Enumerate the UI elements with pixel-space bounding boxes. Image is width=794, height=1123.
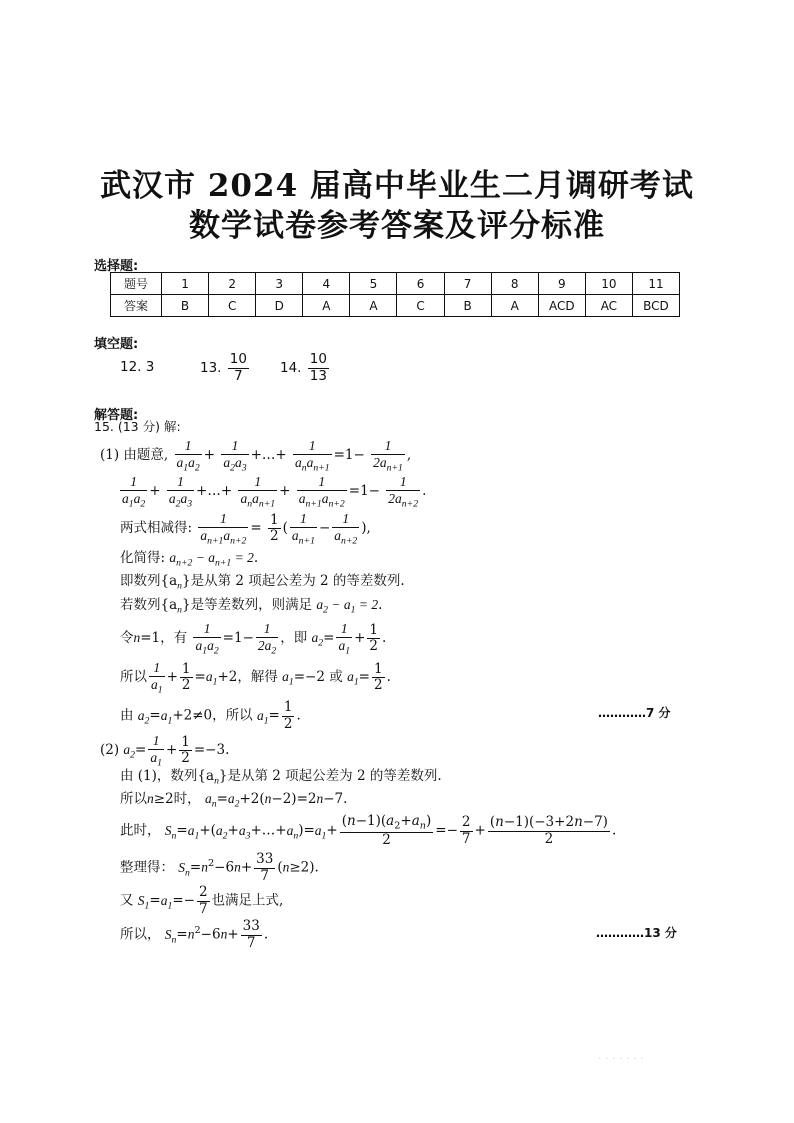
simplify-label: 化简得: [120, 550, 166, 566]
answer-14-denominator: 13 [309, 367, 327, 384]
number-cell: 11 [632, 273, 679, 295]
p2-from: 由 (1)，数列$\{a_n\}$是从第 2 项起公差为 2 的等差数列. [120, 768, 442, 787]
number-cell: 1 [162, 273, 209, 295]
p1-seq-note: 即数列$\{a_n\}$是从第 2 项起公差为 2 的等差数列. [120, 573, 405, 592]
title-line-2: 数学试卷参考答案及评分标准 [189, 208, 605, 244]
number-cell: 2 [209, 273, 256, 295]
number-cell: 10 [585, 273, 632, 295]
number-cell: 9 [538, 273, 585, 295]
answer-cell: D [256, 295, 303, 317]
table-row-answers [111, 295, 680, 317]
score-7: …………7 分 [598, 706, 671, 720]
number-cell: 4 [303, 273, 350, 295]
answer-14-numerator: 10 [309, 351, 327, 367]
answer-cell: A [350, 295, 397, 317]
p2-an: 所以n≥2时， $a_n=a_2+2(n-2)=2n-7$. [120, 791, 348, 810]
p1-label: (1) 由题意, [100, 447, 169, 464]
answer-table [110, 272, 680, 317]
answer-14 [280, 352, 331, 384]
answer-13-numerator: 10 [229, 351, 247, 367]
p2-final: 所以， $S_n=n^2-6n+$ $\frac{33}{7}$ . [120, 918, 269, 951]
number-cell: 7 [444, 273, 491, 295]
p1-eq1: (1) 由题意, $\frac{1}{a_1a_2}$ + $\frac{1}{a_2a_3}$ +…+ $\frac{1}{a_na_{n+1}}$ =1− $\frac{1}{2a_{n+1}}$ , [100, 438, 412, 474]
answer-cell: A [491, 295, 538, 317]
p2-a2: (2) $a_2=$ $\frac{1}{a_1}$ + $\frac{1}{2}$ =−3. [100, 733, 230, 769]
answer-13-fraction [228, 352, 249, 384]
answer-cell: C [397, 295, 444, 317]
p2-also: 又 $S_1=a_1=-$ $\frac{2}{7}$ 也满足上式, [120, 884, 284, 917]
choice-heading: 选择题: [94, 259, 139, 274]
answer-cell: BCD [632, 295, 679, 317]
p2-sum: 此时， $S_n=a_1+(a_2+a_3+\dots+a_n)=a_1+$ $\frac{(n-1)(a_2+a_n)}{2}$ =− $\frac{2}{7}$ + $\frac{(n-1)(-3+2n-7)}{2}$ . [120, 813, 617, 848]
number-cell: 5 [350, 273, 397, 295]
answer-14-fraction [308, 352, 329, 384]
answer-14-label: 14. [280, 360, 302, 377]
p1-simplify: 化简得: $a_{n+2} - a_{n+1} = 2$. [120, 550, 259, 569]
answer-cell: B [162, 295, 209, 317]
p1-conclusion: 由 $a_2=a_1+2\ne 0$，所以 $a_1=$ $\frac{1}{2}$ . [120, 699, 301, 732]
p2-arrange: 整理得： $S_n=n^2-6n+$ $\frac{33}{7}$ (n≥2). [120, 851, 319, 884]
answer-cell: AC [585, 295, 632, 317]
p1-eq2: $\frac{1}{a_1a_2}$ + $\frac{1}{a_2a_3}$ +…+ $\frac{1}{a_na_{n+1}}$ + $\frac{1}{a_{n+1}a_{n+2}}$ =1− $\frac{1}{2a_{n+2}}$ . [122, 474, 427, 510]
answer-12: 12. 3 [120, 359, 155, 375]
p1-subtract: 两式相减得: $\frac{1}{a_{n+1}a_{n+2}}$ = $\frac{1}{2}$ ( $\frac{1}{a_{n+1}}$ − $\frac{1}{a_{n+2}}$ ), [120, 511, 371, 547]
table-row-numbers [111, 273, 680, 295]
row-label-answer: 答案 [111, 295, 162, 317]
score-13: …………13 分 [596, 926, 677, 940]
answer-cell: ACD [538, 295, 585, 317]
p1-so: 所以 $\frac{1}{a_1}$ + $\frac{1}{2}$ $=a_1+2$，解得 $a_1=-2$ 或 $a_1=$ $\frac{1}{2}$ . [120, 660, 391, 696]
p1-let-n: 令n=1，有 $\frac{1}{a_1a_2}$ =1− $\frac{1}{2a_2}$ ，即 $a_2=$ $\frac{1}{a_1}$ + $\frac{1}{2}$ . [120, 621, 387, 657]
answer-13-label: 13. [200, 360, 222, 377]
q15-heading: 15. (13 分) 解: [94, 419, 181, 434]
watermark: · · · · · · · [598, 1052, 644, 1065]
answer-13 [200, 352, 251, 384]
solve-heading: 解答题: [94, 408, 139, 423]
subtract-label: 两式相减得: [120, 520, 193, 537]
row-label-number: 题号 [111, 273, 162, 295]
title-line-1: 武汉市 2024 届高中毕业生二月调研考试 [100, 168, 694, 204]
answer-13-denominator: 7 [234, 367, 243, 384]
fill-heading: 填空题: [94, 337, 139, 352]
answer-cell: C [209, 295, 256, 317]
answer-cell: A [303, 295, 350, 317]
p1-if-seq: 若数列$\{a_n\}$是等差数列，则满足 $a_2 - a_1 = 2$. [120, 597, 383, 616]
number-cell: 8 [491, 273, 538, 295]
number-cell: 6 [397, 273, 444, 295]
answer-cell: B [444, 295, 491, 317]
number-cell: 3 [256, 273, 303, 295]
